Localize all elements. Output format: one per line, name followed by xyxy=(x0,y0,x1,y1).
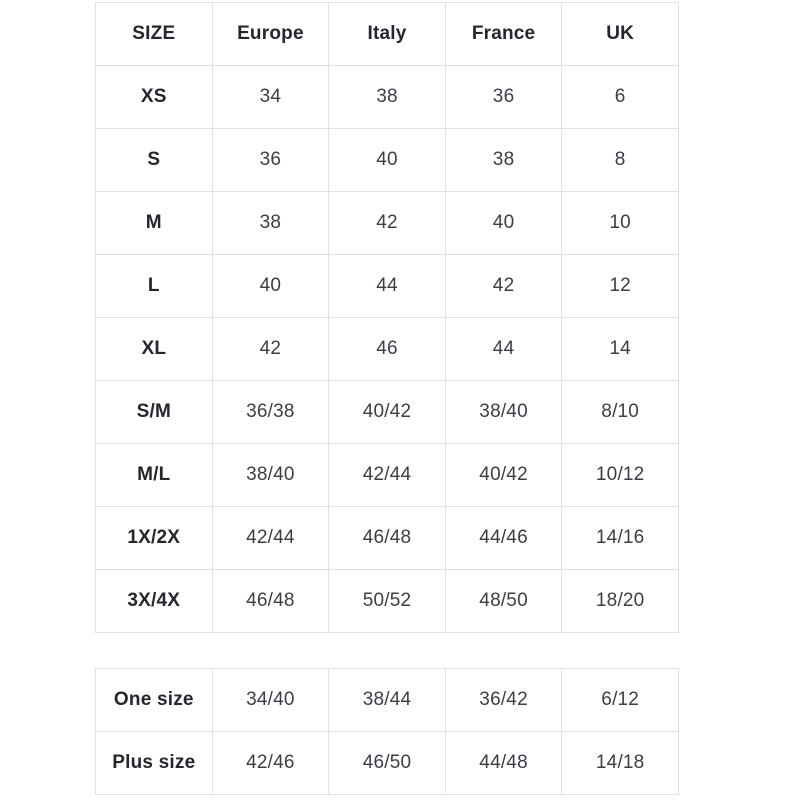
size-value-cell: 44/48 xyxy=(445,732,562,795)
table-row xyxy=(96,669,679,732)
size-value-cell: 34 xyxy=(212,66,329,129)
size-value-cell: 42 xyxy=(212,318,329,381)
size-label-cell: M/L xyxy=(96,444,213,507)
column-header-europe: Europe xyxy=(212,3,329,66)
size-label-cell: S xyxy=(96,129,213,192)
size-value-cell: 14/18 xyxy=(562,732,679,795)
size-value-cell: 40 xyxy=(329,129,446,192)
size-value-cell: 40 xyxy=(445,192,562,255)
column-header-uk: UK xyxy=(562,3,679,66)
table-row xyxy=(96,444,679,507)
size-value-cell: 8 xyxy=(562,129,679,192)
size-conversion-table xyxy=(95,2,679,633)
size-value-cell: 46/50 xyxy=(329,732,446,795)
size-label-cell: S/M xyxy=(96,381,213,444)
size-label-cell: Plus size xyxy=(96,732,213,795)
size-value-cell: 38 xyxy=(445,129,562,192)
size-value-cell: 10 xyxy=(562,192,679,255)
size-value-cell: 38 xyxy=(212,192,329,255)
size-value-cell: 40/42 xyxy=(445,444,562,507)
size-value-cell: 6/12 xyxy=(562,669,679,732)
column-header-italy: Italy xyxy=(329,3,446,66)
size-label-cell: XS xyxy=(96,66,213,129)
column-header-france: France xyxy=(445,3,562,66)
size-value-cell: 34/40 xyxy=(212,669,329,732)
size-value-cell: 38/40 xyxy=(445,381,562,444)
size-chart-container xyxy=(95,2,679,795)
size-value-cell: 46/48 xyxy=(329,507,446,570)
size-value-cell: 8/10 xyxy=(562,381,679,444)
size-value-cell: 40 xyxy=(212,255,329,318)
table-row xyxy=(96,129,679,192)
table-row xyxy=(96,255,679,318)
size-label-cell: One size xyxy=(96,669,213,732)
size-value-cell: 44/46 xyxy=(445,507,562,570)
size-value-cell: 42/44 xyxy=(329,444,446,507)
table-row xyxy=(96,66,679,129)
table-row xyxy=(96,381,679,444)
size-value-cell: 12 xyxy=(562,255,679,318)
size-value-cell: 36 xyxy=(212,129,329,192)
table-row xyxy=(96,570,679,633)
size-value-cell: 48/50 xyxy=(445,570,562,633)
size-label-cell: L xyxy=(96,255,213,318)
size-label-cell: M xyxy=(96,192,213,255)
size-value-cell: 38/44 xyxy=(329,669,446,732)
size-value-cell: 18/20 xyxy=(562,570,679,633)
size-value-cell: 44 xyxy=(329,255,446,318)
size-label-cell: XL xyxy=(96,318,213,381)
size-value-cell: 42 xyxy=(445,255,562,318)
table-row xyxy=(96,318,679,381)
size-value-cell: 36/38 xyxy=(212,381,329,444)
one-size-plus-size-table xyxy=(95,668,679,795)
size-value-cell: 42/44 xyxy=(212,507,329,570)
column-header-size: SIZE xyxy=(96,3,213,66)
size-value-cell: 42 xyxy=(329,192,446,255)
size-value-cell: 44 xyxy=(445,318,562,381)
size-value-cell: 40/42 xyxy=(329,381,446,444)
size-value-cell: 14/16 xyxy=(562,507,679,570)
size-label-cell: 1X/2X xyxy=(96,507,213,570)
size-value-cell: 38 xyxy=(329,66,446,129)
size-value-cell: 38/40 xyxy=(212,444,329,507)
size-value-cell: 42/46 xyxy=(212,732,329,795)
header-row xyxy=(96,3,679,66)
size-label-cell: 3X/4X xyxy=(96,570,213,633)
size-value-cell: 50/52 xyxy=(329,570,446,633)
size-value-cell: 10/12 xyxy=(562,444,679,507)
size-value-cell: 6 xyxy=(562,66,679,129)
size-value-cell: 46/48 xyxy=(212,570,329,633)
size-value-cell: 36/42 xyxy=(445,669,562,732)
size-value-cell: 36 xyxy=(445,66,562,129)
table-row xyxy=(96,507,679,570)
table-row xyxy=(96,732,679,795)
table-row xyxy=(96,192,679,255)
size-value-cell: 46 xyxy=(329,318,446,381)
size-value-cell: 14 xyxy=(562,318,679,381)
